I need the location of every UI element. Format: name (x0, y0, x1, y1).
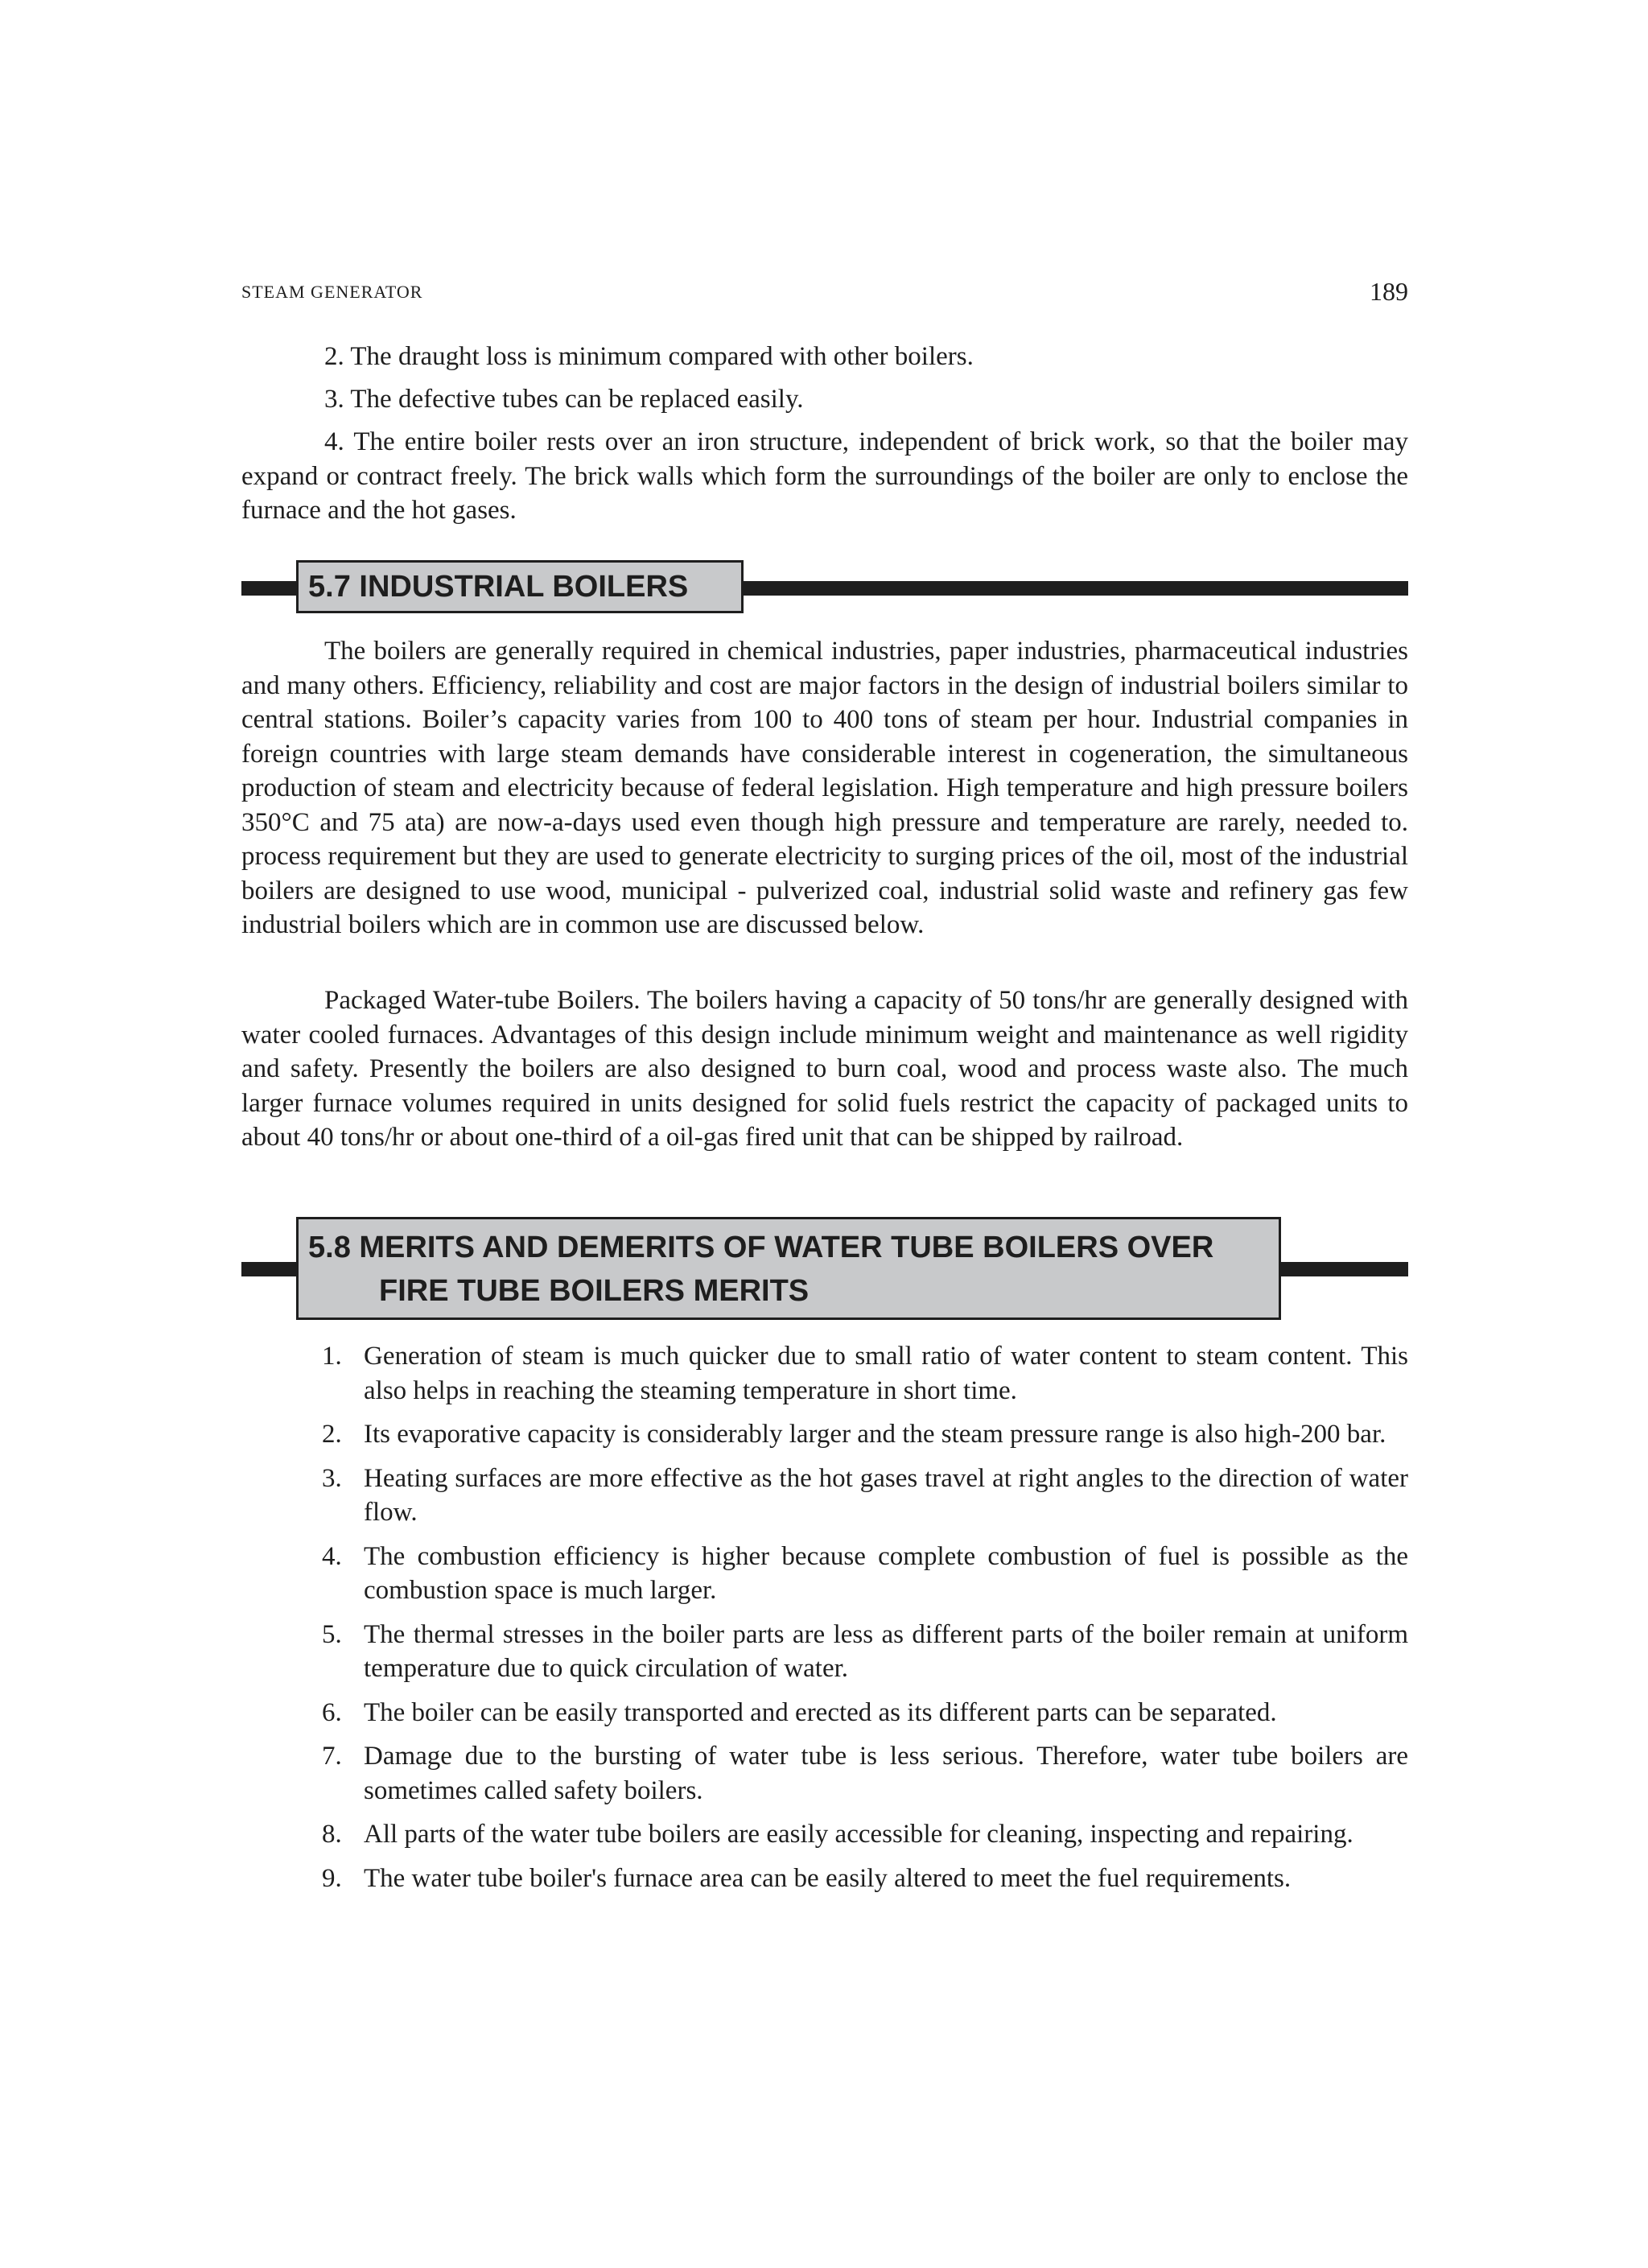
paragraph-industrial-boilers: The boilers are generally required in chemical industries, paper industries, pharmaceutical industries and many others. Efficiency, reliability and cost are major factors in the design of industrial boilers similar to central stations. Boiler’s capacity varies from 100 to 400 tons of steam per hour. Industrial companies in foreign countries with large steam demands have considerable interest in cogeneration, the simultaneous production of steam and electricity because of federal legislation. High temperature and high pressure boilers 350°C and 75 ata) are now-a-days used even though high pressure and temperature are rarely, needed to. process requirement but they are used to generate electricity to surging prices of the oil, most of the industrial boilers are designed to use wood, municipal - pulverized coal, industrial solid waste and refinery gas few industrial boilers which are in common use are discussed below. (241, 637, 1408, 939)
heading-rule-left (241, 1262, 298, 1276)
list-item-text: Heating surfaces are more effective as the hot gases travel at right angles to the direction of water flow. (364, 1463, 1408, 1527)
list-item (322, 1739, 1408, 1808)
list-item-text: The combustion efficiency is higher because complete combustion of fuel is possible as the combustion space is much larger. (364, 1541, 1408, 1605)
paragraph-packaged-boilers: Packaged Water-tube Boilers. The boilers having a capacity of 50 tons/hr are generally designed with water cooled furnaces. Advantages of this design include minimum weight and maintenance as well rigidity and safety. Presently the boilers are also designed to burn coal, wood and process waste also. The much larger furnace volumes required in units designed for solid fuels restrict the capacity of packaged units to about 40 tons/hr or about one-third of a oil-gas fired unit that can be shipped by railroad. (241, 986, 1408, 1152)
section-title-5-8-line1: 5.8 MERITS AND DEMERITS OF WATER TUBE BOILERS OVER (308, 1231, 1214, 1264)
section-title-5-7: 5.7 INDUSTRIAL BOILERS (296, 560, 744, 613)
list-item-number: 6. (322, 1697, 342, 1727)
list-item-text: Its evaporative capacity is considerably larger and the steam pressure range is also high-200 bar. (364, 1420, 1386, 1449)
list-item-text: The thermal stresses in the boiler parts are less as different parts of the boiler remain at uniform temperature due to quick circulation of water. (364, 1619, 1408, 1683)
intro-item-3: 3. The defective tubes can be replaced easily. (324, 385, 804, 414)
list-item-number: 9. (322, 1863, 342, 1893)
list-item-number: 5. (322, 1619, 342, 1649)
heading-rule-left (241, 581, 298, 596)
intro-item-4: 4. The entire boiler rests over an iron structure, independent of brick work, so that the boiler may expand or contract freely. The brick walls which form the surroundings of the boiler are only to enclose the furnace and the hot gases. (241, 427, 1408, 525)
section-title-5-8-line2: FIRE TUBE BOILERS MERITS (379, 1274, 810, 1308)
heading-rule-right (1278, 1262, 1408, 1276)
heading-rule-right (740, 581, 1408, 596)
merits-list (322, 1339, 1408, 1905)
list-item (322, 1339, 1408, 1408)
list-item-text: All parts of the water tube boilers are easily accessible for cleaning, inspecting and repairing. (364, 1820, 1353, 1849)
section-title-5-8 (296, 1217, 1281, 1320)
list-item (322, 1618, 1408, 1686)
list-item (322, 1696, 1408, 1730)
list-item (322, 1462, 1408, 1530)
list-item (322, 1417, 1408, 1452)
list-item-text: The water tube boiler's furnace area can be easily altered to meet the fuel requirements. (364, 1863, 1292, 1893)
page-number: 189 (1370, 277, 1408, 306)
list-item-number: 3. (322, 1463, 342, 1493)
list-item (322, 1540, 1408, 1608)
section-heading-5-7 (241, 560, 1408, 616)
list-item-number: 7. (322, 1742, 342, 1771)
list-item (322, 1817, 1408, 1852)
list-item-number: 8. (322, 1820, 342, 1849)
section-heading-5-8 (241, 1217, 1408, 1322)
page-header (241, 277, 1408, 309)
list-item-number: 1. (322, 1342, 342, 1371)
list-item-number: 2. (322, 1420, 342, 1449)
list-item-text: Generation of steam is much quicker due to small ratio of water content to steam content. This also helps in reaching the steaming temperature in short time. (364, 1342, 1408, 1405)
list-item-text: Damage due to the bursting of water tube is less serious. Therefore, water tube boilers are sometimes called safety boilers. (364, 1742, 1408, 1805)
list-item-number: 4. (322, 1541, 342, 1571)
running-head: STEAM GENERATOR (241, 282, 423, 302)
list-item (322, 1862, 1408, 1896)
intro-item-2: 2. The draught loss is minimum compared with other boilers. (324, 342, 974, 371)
list-item-text: The boiler can be easily transported and erected as its different parts can be separated. (364, 1697, 1277, 1727)
